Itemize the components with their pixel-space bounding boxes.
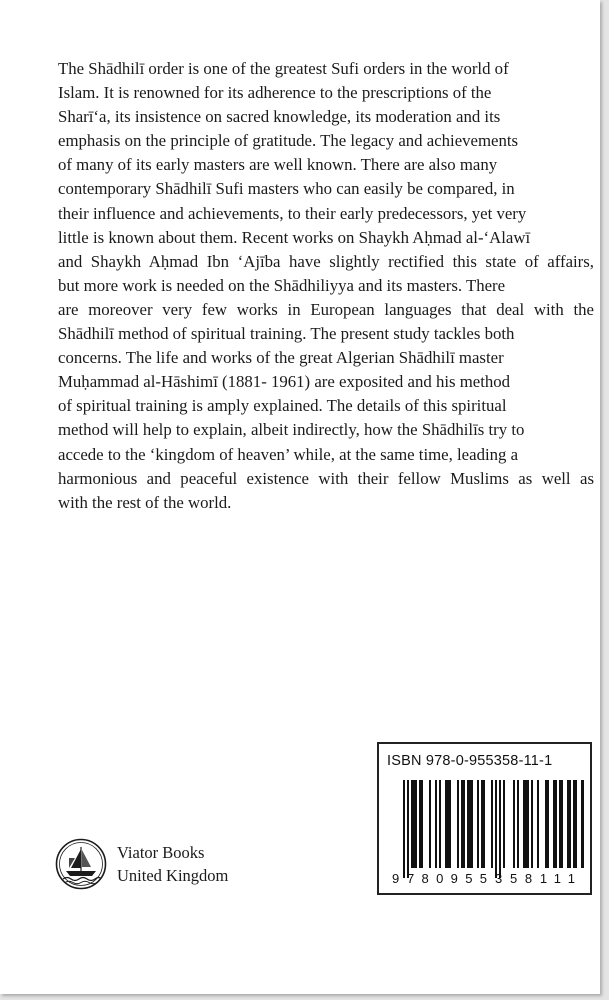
barcode-bar <box>531 780 533 868</box>
blurb-line: Islam. It is renowned for its adherence to the prescriptions of the <box>58 83 492 103</box>
blurb-line: contemporary Shādhilī Sufi masters who can easily be compared, in <box>58 179 515 199</box>
barcode-bar <box>513 780 515 868</box>
blurb-line: little is known about them. Recent works on Shaykh Aḥmad al-‘Alawī <box>58 227 531 247</box>
isbn-label: ISBN 978-0-955358-11-1 <box>387 753 553 769</box>
barcode-bar <box>527 780 529 868</box>
barcode-bar <box>547 780 549 868</box>
barcode-bar <box>553 780 555 868</box>
barcode-bar <box>469 780 471 868</box>
blurb-line: but more work is needed on the Shādhiliyya and its masters. There <box>58 275 506 295</box>
barcode-bar <box>537 780 539 868</box>
barcode-bar <box>499 780 501 878</box>
barcode-bar <box>517 780 519 868</box>
blurb-line: of spiritual training is amply explained. The details of this spiritual <box>58 396 507 416</box>
barcode-bar <box>461 780 463 868</box>
blurb-text <box>58 57 594 515</box>
barcode-bar <box>569 780 571 868</box>
barcode-bar <box>457 780 459 868</box>
barcode-bar <box>491 780 493 868</box>
barcode-bar <box>545 780 547 868</box>
barcode-bar <box>555 780 557 868</box>
publisher-block <box>55 838 228 890</box>
publisher-text <box>117 841 228 887</box>
barcode-bar <box>481 780 483 868</box>
barcode <box>388 780 584 886</box>
blurb-line: are moreover very few works in European languages that deal with the <box>58 299 594 319</box>
blurb-line: accede to the ‘kingdom of heaven’ while, at the same time, leading a <box>58 444 519 464</box>
barcode-bar <box>503 780 505 868</box>
barcode-bar <box>445 780 447 868</box>
barcode-bar <box>583 780 584 868</box>
barcode-bar <box>429 780 431 868</box>
barcode-bar <box>559 780 561 868</box>
barcode-bar <box>567 780 569 868</box>
barcode-bar <box>575 780 577 868</box>
barcode-bar <box>421 780 423 868</box>
blurb-line: method will help to explain, albeit indirectly, how the Shādhilīs try to <box>58 420 525 440</box>
barcode-bar <box>523 780 525 868</box>
barcode-bar <box>581 780 583 868</box>
barcode-bar <box>525 780 527 868</box>
publisher-location: United Kingdom <box>117 866 229 885</box>
publisher-name: Viator Books <box>117 843 205 862</box>
barcode-bar <box>439 780 441 868</box>
barcode-bar <box>449 780 451 868</box>
barcode-bar <box>407 780 409 878</box>
blurb-line: of many of its early masters are well known. There are also many <box>58 155 498 175</box>
barcode-bar <box>411 780 413 868</box>
barcode-bar <box>495 780 497 878</box>
barcode-bar <box>561 780 563 868</box>
barcode-bar <box>419 780 421 868</box>
blurb-line: with the rest of the world. <box>58 492 232 512</box>
barcode-bar <box>413 780 415 868</box>
barcode-digits-right: 358111 <box>495 871 575 886</box>
isbn-barcode-box <box>377 742 592 895</box>
blurb-line: emphasis on the principle of gratitude. The legacy and achievements <box>58 131 519 151</box>
blurb-line: and Shaykh Aḥmad Ibn ‘Ajība have slightly rectified this state of affairs, <box>58 251 594 271</box>
blurb-line: harmonious and peaceful existence with their fellow Muslims as well as <box>58 468 594 488</box>
blurb-line: concerns. The life and works of the great Algerian Shādhilī master <box>58 348 504 368</box>
barcode-bar <box>573 780 575 868</box>
blurb-line: Muḥammad al-Hāshimī (1881- 1961) are exposited and his method <box>58 372 511 392</box>
blurb-line: Sharī‘a, its insistence on sacred knowledge, its moderation and its <box>58 107 501 127</box>
ship-emblem-icon <box>55 838 107 890</box>
barcode-bar <box>463 780 465 868</box>
blurb-line: The Shādhilī order is one of the greatest Sufi orders in the world of <box>58 59 509 78</box>
barcode-bar <box>467 780 469 868</box>
barcode-bar <box>447 780 449 868</box>
barcode-bar <box>403 780 405 878</box>
barcode-digits-lead: 9 <box>392 871 400 886</box>
blurb-line: Shādhilī method of spiritual training. The present study tackles both <box>58 324 515 344</box>
barcode-bar <box>435 780 437 868</box>
barcode-digits-left: 780955 <box>407 871 487 886</box>
barcode-bar <box>471 780 473 868</box>
barcode-bar <box>477 780 479 868</box>
barcode-bar <box>415 780 417 868</box>
barcode-bar <box>483 780 485 868</box>
blurb-line: their influence and achievements, to their early predecessors, yet very <box>58 203 527 223</box>
